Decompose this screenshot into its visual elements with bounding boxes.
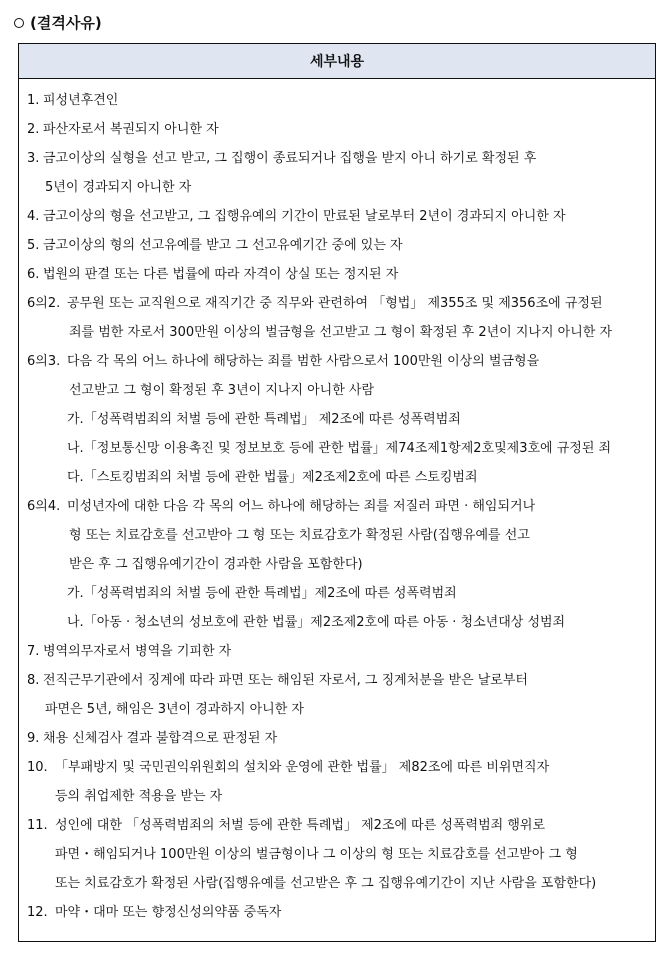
item-text: 피성년후견인 [43, 93, 119, 108]
item-number: 12. [27, 905, 48, 920]
item-text: 미성년자에 대한 다음 각 목의 어느 하나에 해당하는 죄를 저질러 파면 · 해임되거나 [67, 499, 536, 514]
list-item [19, 144, 655, 202]
item-text-continued: 형 또는 치료감호를 선고받아 그 형 또는 치료감호가 확정된 사람(집행유예를 선고 [69, 528, 530, 543]
item-text: 병역의무자로서 병역을 기피한 자 [43, 644, 232, 659]
list-item [19, 86, 655, 115]
item-number: 6의2. [27, 296, 61, 311]
circle-bullet-icon [14, 18, 24, 28]
list-item [19, 115, 655, 144]
item-text-continued: 나.「아동 · 청소년의 성보호에 관한 법률」제2조제2호에 따른 아동 · 청소년대상 성범죄 [67, 615, 566, 630]
item-text: 금고이상의 형의 선고유예를 받고 그 선고유예기간 중에 있는 자 [43, 238, 403, 253]
item-number: 2. [27, 122, 40, 137]
item-number: 6. [27, 267, 40, 282]
item-number: 6의3. [27, 354, 61, 369]
item-text-continued: 죄를 범한 자로서 300만원 이상의 벌금형을 선고받고 그 형이 확정된 후 2년이 지나지 아니한 자 [69, 325, 613, 340]
item-text: 공무원 또는 교직원으로 재직기간 중 직무와 관련하여 「형법」 제355조 및 제356조에 규정된 [67, 296, 603, 311]
item-number: 8. [27, 673, 40, 688]
item-text-continued: 선고받고 그 형이 확정된 후 3년이 지나지 아니한 사람 [69, 383, 375, 398]
item-text-continued: 나.「정보통신망 이용촉진 및 정보보호 등에 관한 법률」제74조제1항제2호및제3호에 규정된 죄 [67, 441, 612, 456]
item-text: 마약・대마 또는 향정신성의약품 중독자 [55, 905, 282, 920]
item-number: 9. [27, 731, 40, 746]
list-item [19, 666, 655, 724]
item-text-continued: 다.「스토킹범죄의 처벌 등에 관한 법률」제2조제2호에 따른 스토킹범죄 [67, 470, 478, 485]
item-number: 1. [27, 93, 40, 108]
item-text: 전직근무기관에서 징계에 따라 파면 또는 해임된 자로서, 그 징계처분을 받은 날로부터 [43, 673, 528, 688]
list-item [19, 260, 655, 289]
disqualification-list [19, 86, 655, 927]
list-item [19, 347, 655, 492]
section-title [14, 12, 102, 33]
item-text-continued: 등의 취업제한 적용을 받는 자 [55, 789, 223, 804]
item-number: 10. [27, 760, 48, 775]
item-text: 금고이상의 실형을 선고 받고, 그 집행이 종료되거나 집행을 받지 아니 하기로 확정된 후 [43, 151, 537, 166]
item-number: 4. [27, 209, 40, 224]
list-item [19, 811, 655, 898]
item-text: 채용 신체검사 결과 불합격으로 판정된 자 [43, 731, 278, 746]
item-text: 성인에 대한 「성폭력범죄의 처벌 등에 관한 특례법」 제2조에 따른 성폭력범죄 행위로 [55, 818, 546, 833]
item-text: 다음 각 목의 어느 하나에 해당하는 죄를 범한 사람으로서 100만원 이상의 벌금형을 [67, 354, 540, 369]
table-header: 세부내용 [19, 44, 655, 79]
item-text: 「부패방지 및 국민권익위원회의 설치와 운영에 관한 법률」 제82조에 따른 비위면직자 [55, 760, 550, 775]
list-item [19, 492, 655, 637]
item-text: 금고이상의 형을 선고받고, 그 집행유예의 기간이 만료된 날로부터 2년이 경과되지 아니한 자 [43, 209, 566, 224]
item-number: 7. [27, 644, 40, 659]
item-number: 11. [27, 818, 48, 833]
item-text-continued: 파면・해임되거나 100만원 이상의 벌금형이나 그 이상의 형 또는 치료감호를 선고받아 그 형 [55, 847, 578, 862]
item-text-continued: 가.「성폭력범죄의 처벌 등에 관한 특례법」제2조에 따른 성폭력범죄 [67, 586, 457, 601]
item-text: 파산자로서 복권되지 아니한 자 [43, 122, 219, 137]
list-item [19, 637, 655, 666]
list-item [19, 753, 655, 811]
list-item [19, 898, 655, 927]
item-text: 법원의 판결 또는 다른 법률에 따라 자격이 상실 또는 정지된 자 [43, 267, 399, 282]
item-text-continued: 받은 후 그 집행유예기간이 경과한 사람을 포함한다) [69, 557, 363, 572]
section-title-text: (결격사유) [30, 14, 102, 32]
item-text-continued: 가.「성폭력범죄의 처벌 등에 관한 특례법」 제2조에 따른 성폭력범죄 [67, 412, 461, 427]
list-item [19, 289, 655, 347]
disqualification-table [18, 43, 656, 942]
item-text-continued: 파면은 5년, 해임은 3년이 경과하지 아니한 자 [45, 702, 304, 717]
item-number: 5. [27, 238, 40, 253]
item-text-continued: 5년이 경과되지 아니한 자 [45, 180, 192, 195]
item-number: 3. [27, 151, 40, 166]
list-item [19, 202, 655, 231]
item-number: 6의4. [27, 499, 61, 514]
list-item [19, 724, 655, 753]
list-item [19, 231, 655, 260]
item-text-continued: 또는 치료감호가 확정된 사람(집행유예를 선고받은 후 그 집행유예기간이 지난 사람을 포함한다) [55, 876, 597, 891]
